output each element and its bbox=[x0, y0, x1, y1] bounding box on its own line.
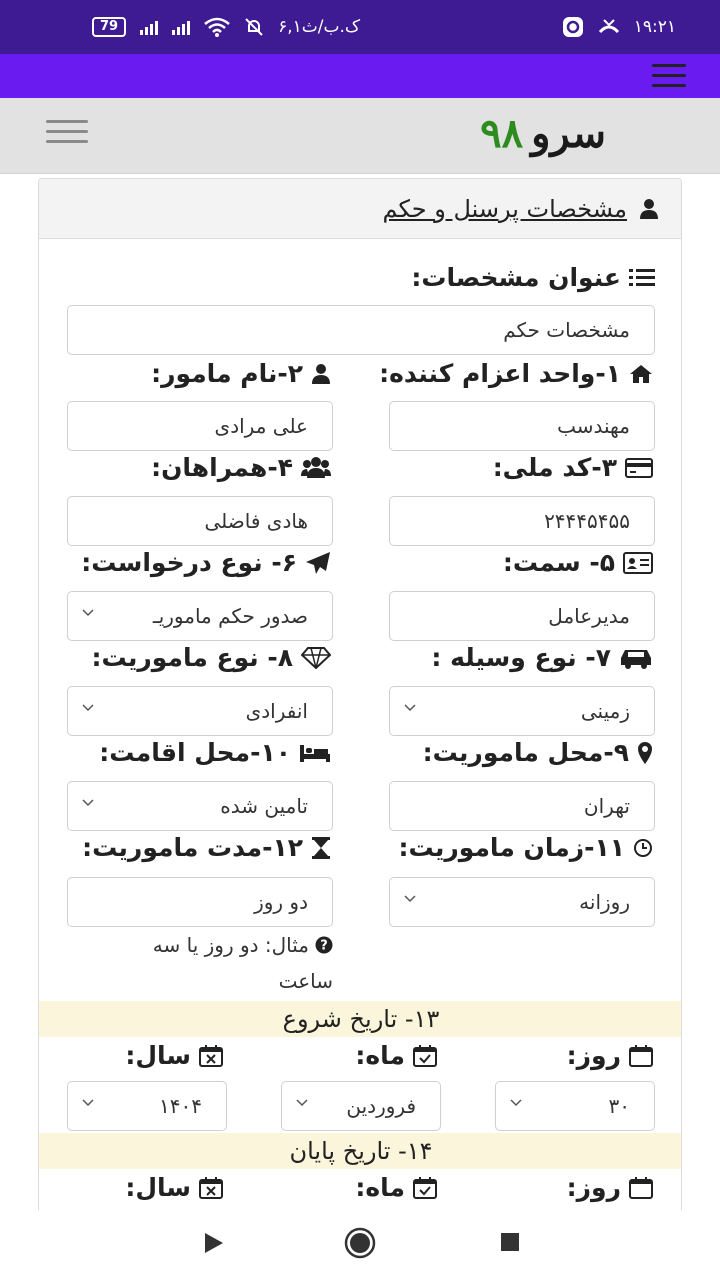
f10-select[interactable]: تامین شده bbox=[67, 781, 333, 831]
user-icon bbox=[311, 363, 331, 385]
f12-input[interactable]: دو روز bbox=[67, 877, 333, 927]
start-date-band: ۱۳- تاریخ شروع bbox=[39, 1001, 682, 1037]
f12-label: ۱۲-مدت ماموریت: bbox=[82, 833, 331, 862]
f3-label: ۳-کد ملی: bbox=[493, 453, 653, 482]
network-speed: ۶,۱ک.ب/ث bbox=[278, 17, 361, 37]
f1-input[interactable]: مهندسب bbox=[389, 401, 655, 451]
chevron-down-icon bbox=[404, 892, 416, 904]
f5-label: ۵- سمت: bbox=[503, 548, 653, 577]
signal-icon bbox=[140, 19, 158, 35]
chevron-down-icon bbox=[82, 701, 94, 713]
personnel-card bbox=[38, 178, 682, 1218]
diamond-icon bbox=[301, 647, 331, 669]
chevron-down-icon bbox=[296, 1096, 308, 1108]
f6-select[interactable]: صدور حکم ماموریـ bbox=[67, 591, 333, 641]
start-month-select[interactable]: فروردین bbox=[281, 1081, 441, 1131]
f12-hint: ? مثال: دو روز یا سه ساعت bbox=[152, 933, 333, 993]
title-input[interactable]: مشخصات حکم bbox=[67, 305, 655, 355]
f7-label: ۷- نوع وسیله : bbox=[431, 643, 653, 672]
start-day-label: روز: bbox=[567, 1041, 653, 1070]
chevron-down-icon bbox=[404, 701, 416, 713]
f1-label: ۱-واحد اعزام کننده: bbox=[379, 359, 653, 388]
list-icon bbox=[629, 268, 655, 288]
f2-input[interactable]: علی مرادی bbox=[67, 401, 333, 451]
f8-label: ۸- نوع ماموریت: bbox=[92, 643, 331, 672]
calendar-icon bbox=[629, 1177, 653, 1199]
chevron-down-icon bbox=[510, 1096, 522, 1108]
app-notification-icon bbox=[562, 16, 584, 38]
chevron-down-icon bbox=[82, 796, 94, 808]
f7-select[interactable]: زمینی bbox=[389, 686, 655, 736]
app-bar bbox=[0, 54, 720, 98]
status-left bbox=[92, 17, 360, 37]
chevron-down-icon bbox=[82, 606, 94, 618]
app-menu-icon[interactable] bbox=[652, 64, 686, 88]
wifi-icon bbox=[204, 17, 230, 37]
f2-label: ۲-نام مامور: bbox=[151, 359, 331, 388]
clock-icon bbox=[633, 838, 653, 858]
users-icon bbox=[301, 457, 331, 479]
end-year-label: سال: bbox=[125, 1173, 223, 1202]
nav-toggle-icon[interactable] bbox=[46, 120, 88, 150]
f11-select[interactable]: روزانه bbox=[389, 877, 655, 927]
end-day-label: روز: bbox=[567, 1173, 653, 1202]
system-nav-bar bbox=[0, 1210, 720, 1280]
car-icon bbox=[619, 647, 653, 669]
f3-input[interactable]: ۲۴۴۴۵۴۵۵ bbox=[389, 496, 655, 546]
paper-plane-icon bbox=[305, 551, 331, 575]
id-card-icon bbox=[623, 552, 653, 574]
credit-card-icon bbox=[625, 458, 653, 478]
brand-logo[interactable] bbox=[480, 110, 606, 157]
f10-label: ۱۰-محل اقامت: bbox=[99, 738, 331, 767]
map-marker-icon bbox=[637, 741, 653, 765]
title-label: عنوان مشخصات: bbox=[411, 263, 655, 292]
user-icon bbox=[639, 198, 659, 220]
brand-word: سرو bbox=[531, 110, 606, 157]
f4-label: ۴-همراهان: bbox=[151, 453, 331, 482]
start-year-select[interactable]: ۱۴۰۴ bbox=[67, 1081, 227, 1131]
chevron-down-icon bbox=[82, 1096, 94, 1108]
home-icon bbox=[629, 364, 653, 384]
calendar-check-icon bbox=[413, 1045, 437, 1067]
calendar-icon bbox=[629, 1045, 653, 1067]
signal-icon-2 bbox=[172, 19, 190, 35]
bed-icon bbox=[299, 743, 331, 763]
f8-select[interactable]: انفرادی bbox=[67, 686, 333, 736]
card-header bbox=[39, 179, 681, 239]
brand-number: ۹۸ bbox=[480, 110, 524, 157]
back-icon[interactable] bbox=[204, 1232, 224, 1254]
f5-input[interactable]: مدیرعامل bbox=[389, 591, 655, 641]
f6-label: ۶- نوع درخواست: bbox=[81, 548, 331, 577]
status-right bbox=[562, 16, 676, 38]
svg-text:?: ? bbox=[320, 938, 328, 954]
f11-label: ۱۱-زمان ماموریت: bbox=[399, 833, 653, 862]
clock: ۱۹:۲۱ bbox=[633, 17, 676, 37]
mute-bell-icon bbox=[244, 17, 264, 37]
missed-call-icon bbox=[598, 18, 620, 36]
f9-input[interactable]: تهران bbox=[389, 781, 655, 831]
site-header bbox=[0, 98, 720, 174]
f9-label: ۹-محل ماموریت: bbox=[423, 738, 653, 767]
end-date-band: ۱۴- تاریخ پایان bbox=[39, 1133, 682, 1169]
start-day-select[interactable]: ۳۰ bbox=[495, 1081, 655, 1131]
f4-input[interactable]: هادی فاضلی bbox=[67, 496, 333, 546]
calendar-times-icon bbox=[199, 1177, 223, 1199]
card-title[interactable]: مشخصات پرسنل و حکم bbox=[382, 194, 627, 223]
start-year-label: سال: bbox=[125, 1041, 223, 1070]
hourglass-icon bbox=[311, 837, 331, 859]
end-month-label: ماه: bbox=[355, 1173, 437, 1202]
battery-icon: 79 bbox=[92, 17, 126, 37]
calendar-times-icon bbox=[199, 1045, 223, 1067]
question-circle-icon bbox=[315, 936, 333, 954]
start-month-label: ماه: bbox=[355, 1041, 437, 1070]
status-bar bbox=[0, 0, 720, 54]
recent-apps-icon[interactable] bbox=[500, 1232, 520, 1252]
calendar-check-icon bbox=[413, 1177, 437, 1199]
home-button-icon[interactable] bbox=[344, 1227, 376, 1259]
